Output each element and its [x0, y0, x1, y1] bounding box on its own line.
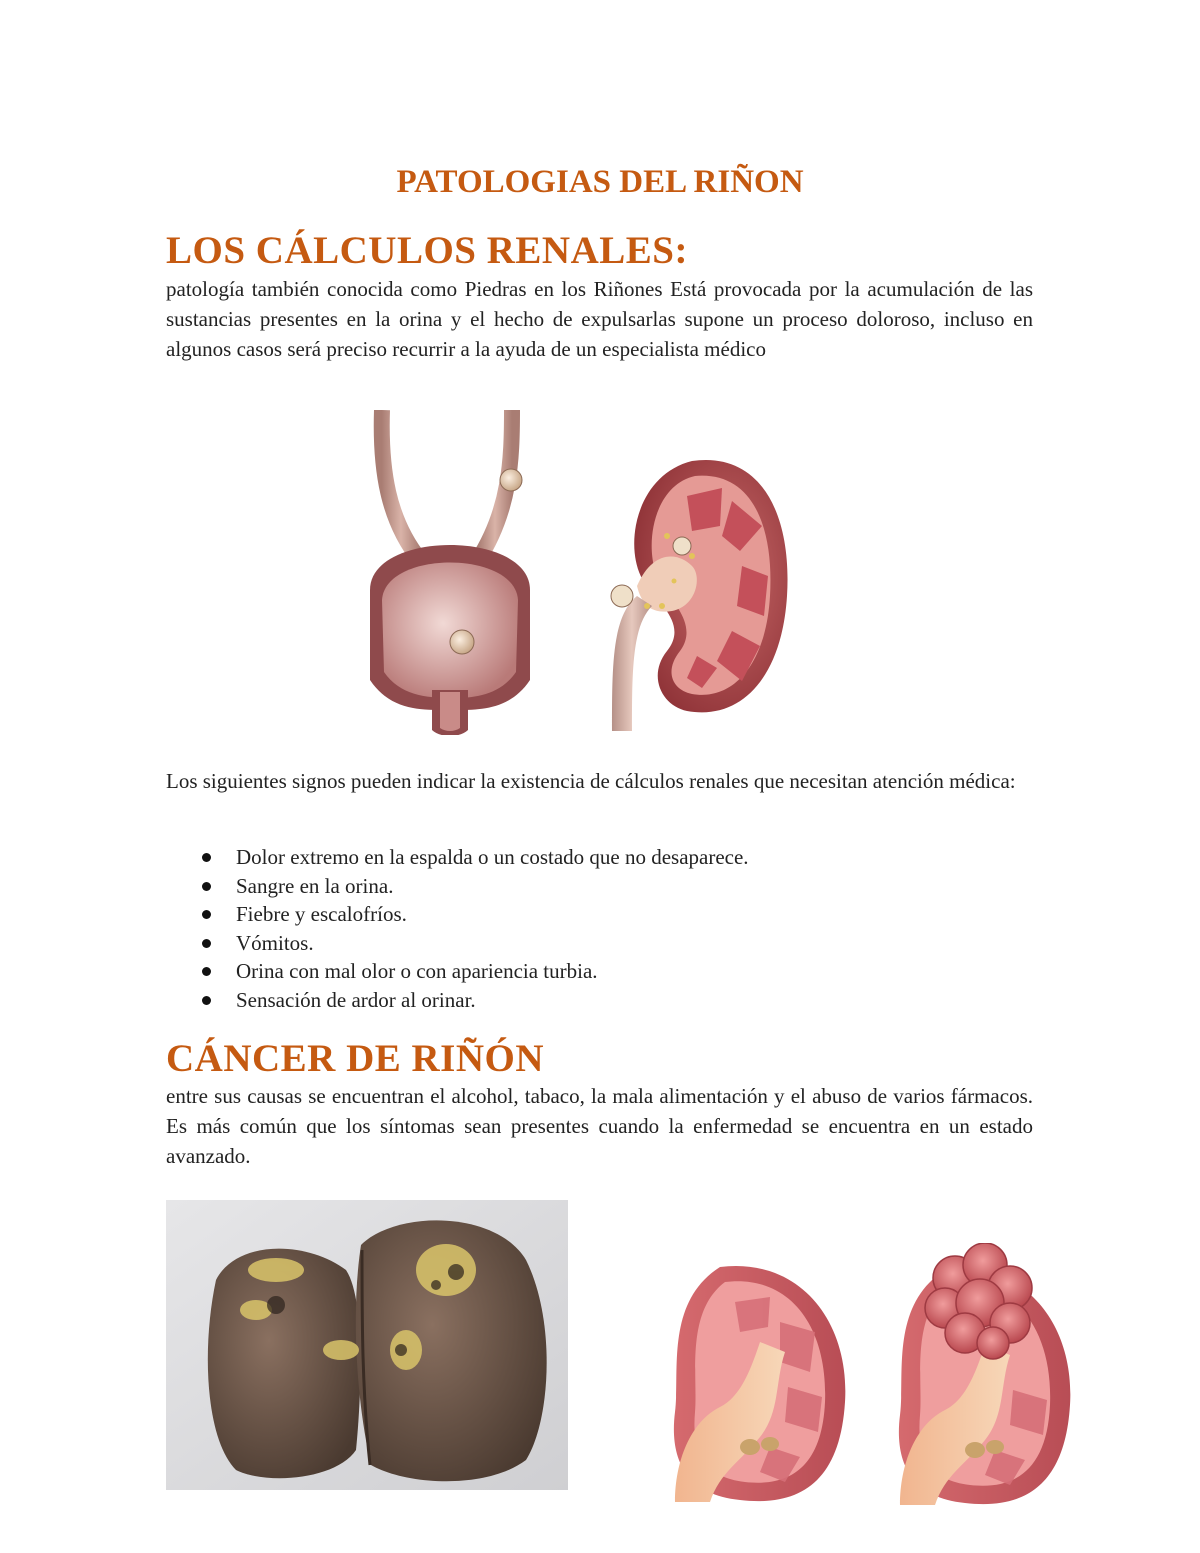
- list-item: Fiebre y escalofríos.: [166, 900, 1026, 929]
- bullet-icon: [202, 910, 211, 919]
- kidney-stones-figure: [592, 456, 792, 731]
- kidney-stones-illustration: [592, 456, 792, 731]
- bullet-icon: [202, 967, 211, 976]
- healthy-kidney-illustration: [660, 1262, 860, 1502]
- list-item: Sangre en la orina.: [166, 872, 1026, 901]
- signs-intro: Los siguientes signos pueden indicar la existencia de cálculos renales que necesitan atención médica:: [166, 769, 1016, 793]
- section-heading-calculos: LOS CÁLCULOS RENALES:: [166, 229, 688, 272]
- section-heading-cancer: CÁNCER DE RIÑÓN: [166, 1037, 545, 1080]
- list-item: Sensación de ardor al orinar.: [166, 986, 1026, 1015]
- normal-kidney-figure: [660, 1262, 860, 1502]
- bladder-illustration: [360, 410, 540, 735]
- signs-list: [166, 843, 1026, 1015]
- bullet-icon: [202, 939, 211, 948]
- kidney-tumor-illustration: [885, 1243, 1085, 1505]
- tumor-specimen-figure: [166, 1200, 568, 1490]
- bullet-icon: [202, 882, 211, 891]
- calculos-paragraph: patología también conocida como Piedras en los Riñones Está provocada por la acumulación de las sustancias presentes en la orina y el hecho de expulsarlas supone un proceso doloroso, incluso en algunos casos será preciso recurrir a la ayuda de un especialista médico: [166, 277, 1033, 361]
- tumor-kidney-figure: [885, 1243, 1085, 1505]
- cancer-paragraph: entre sus causas se encuentran el alcohol, tabaco, la mala alimentación y el abuso de varios fármacos. Es más común que los síntomas sean presentes cuando la enfermedad se encuentra en un estado avanzado.: [166, 1084, 1033, 1168]
- list-item: Vómitos.: [166, 929, 1026, 958]
- bladder-stones-figure: [360, 410, 540, 735]
- list-item: Orina con mal olor o con apariencia turbia.: [166, 957, 1026, 986]
- tumor-specimen-photo: [166, 1200, 568, 1490]
- page-title: PATOLOGIAS DEL RIÑON: [396, 164, 804, 200]
- list-item: Dolor extremo en la espalda o un costado que no desaparece.: [166, 843, 1026, 872]
- bullet-icon: [202, 996, 211, 1005]
- bullet-icon: [202, 853, 211, 862]
